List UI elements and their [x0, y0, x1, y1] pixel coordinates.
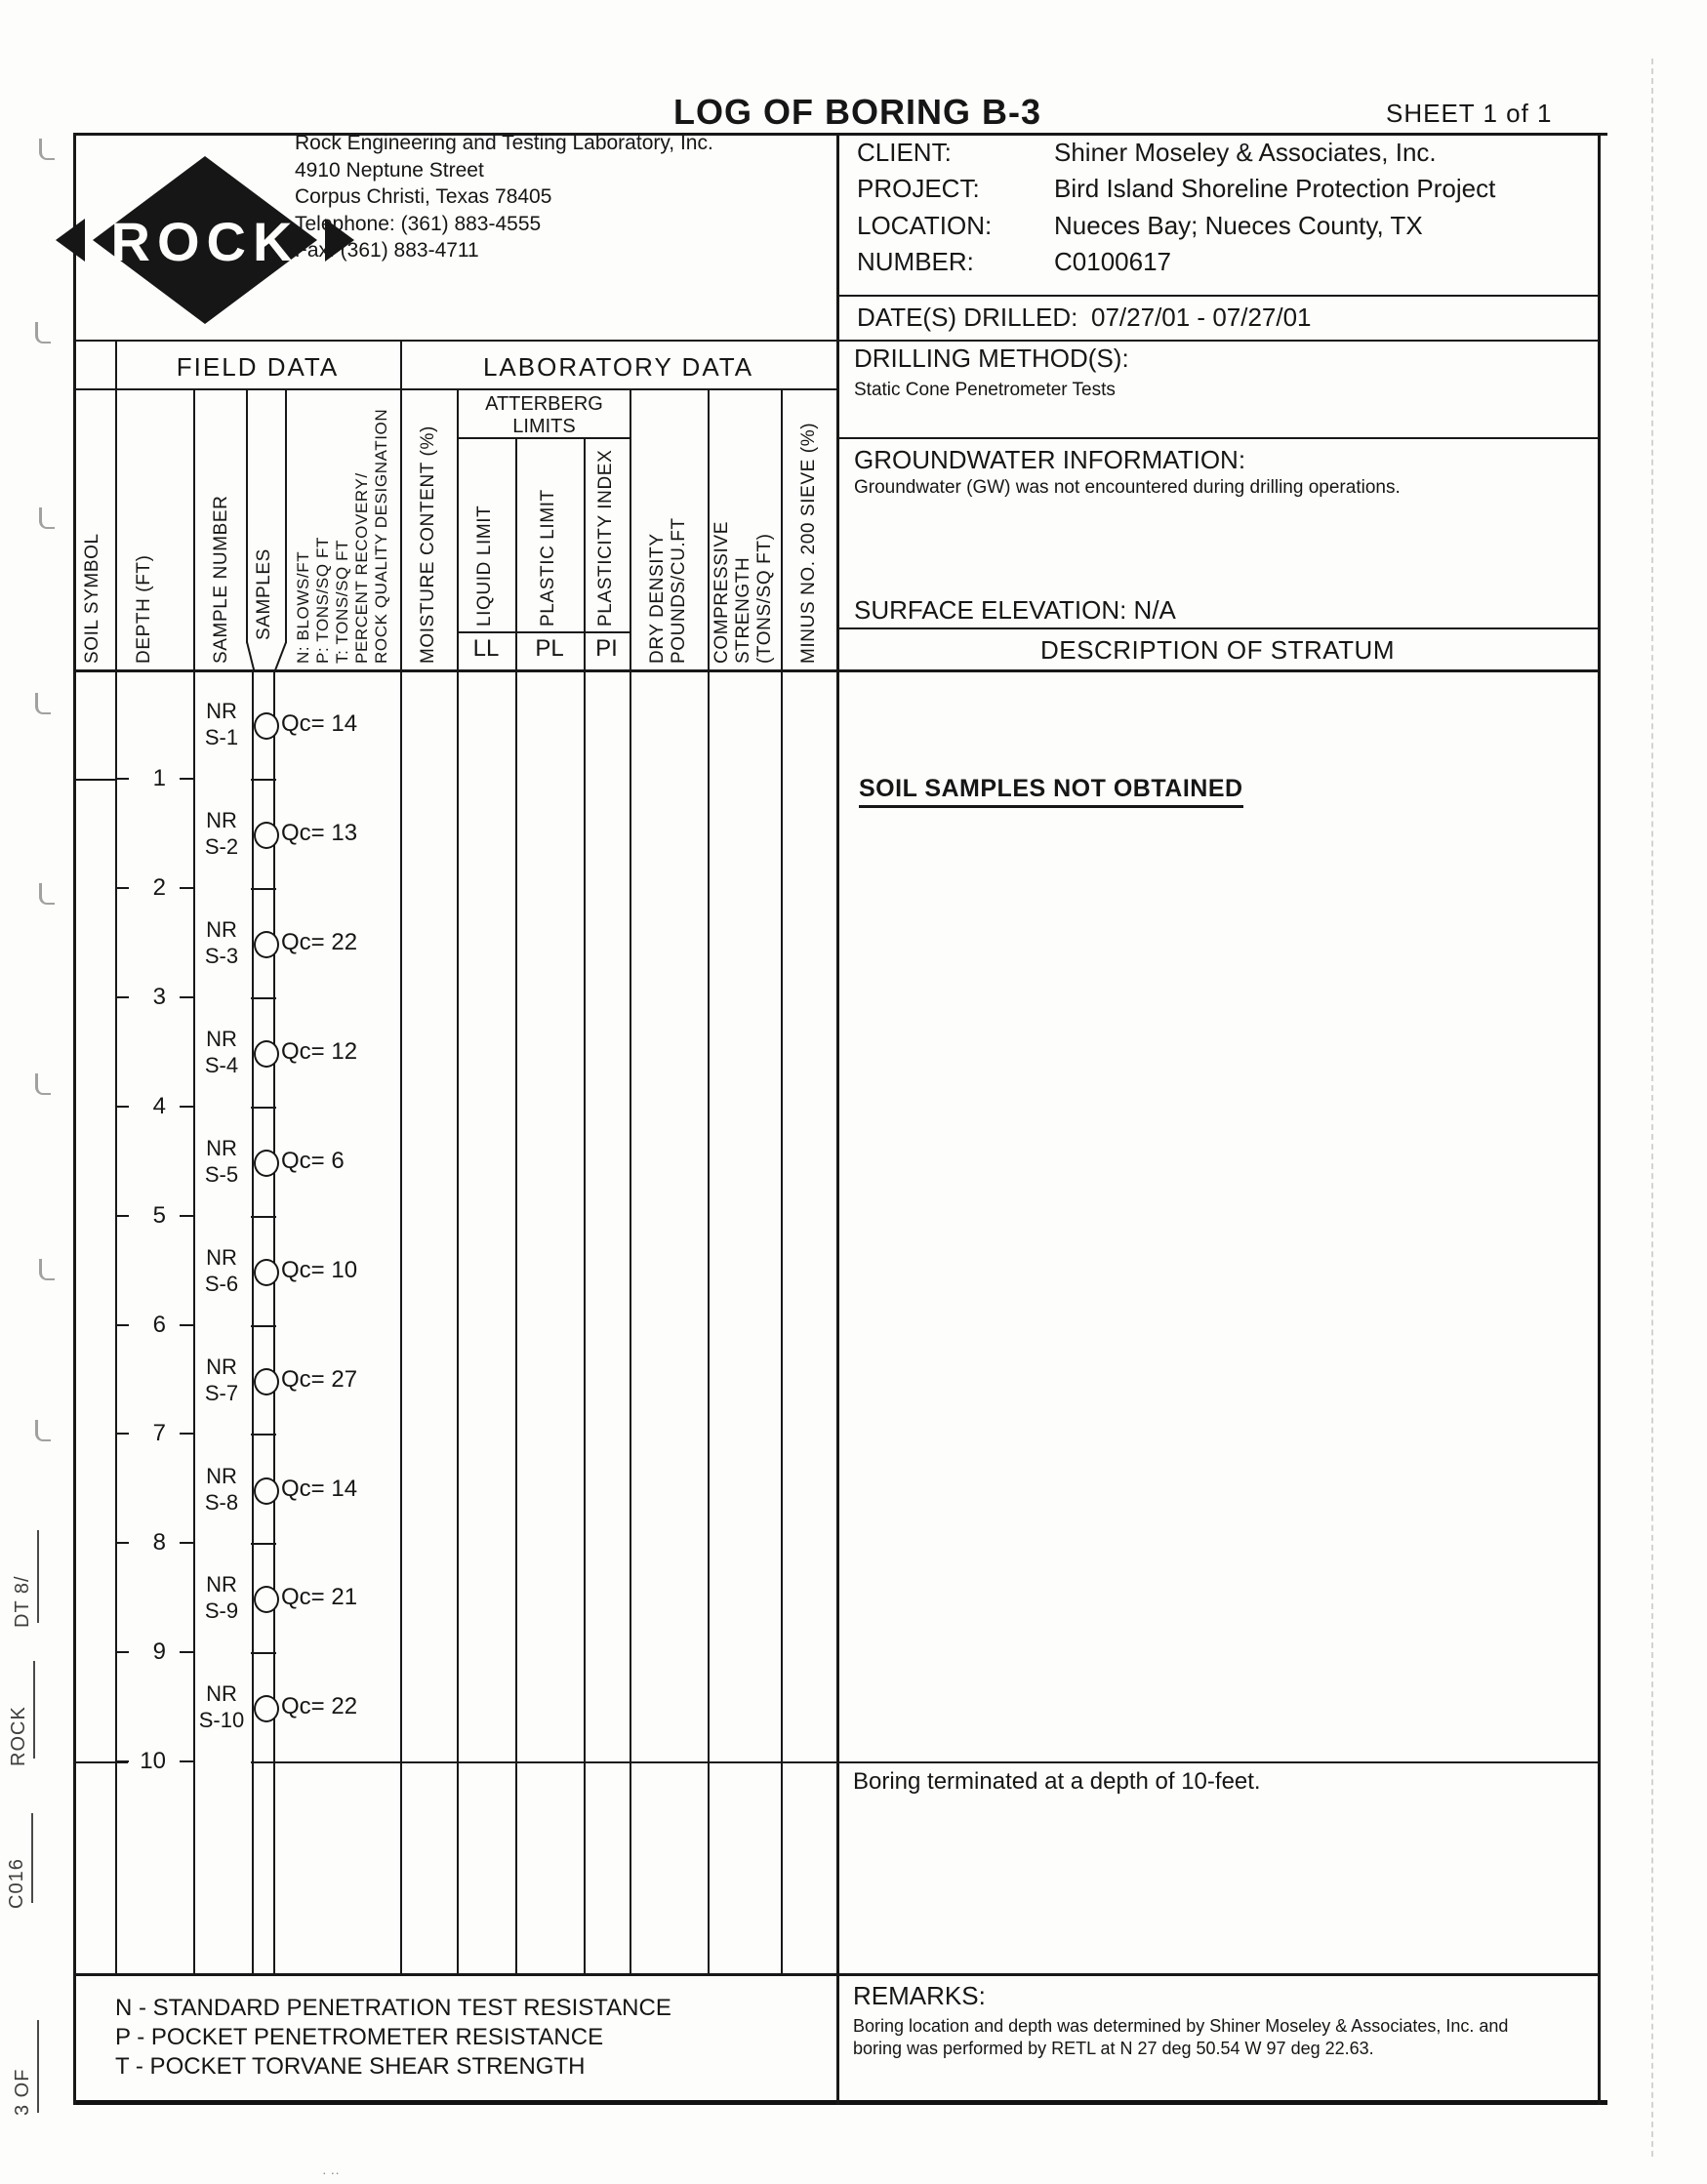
col-soil-symbol: SOIL SYMBOL [82, 533, 102, 664]
col-dry-density: DRY DENSITY POUNDS/CU.FT [647, 517, 689, 664]
sheet-number: SHEET 1 of 1 [1386, 99, 1553, 128]
sample-label: NR S-10 [198, 1681, 245, 1732]
scan-noise: · ·· [322, 2164, 340, 2180]
company-name: Rock Engineering and Testing Laboratory, Inc. [295, 132, 713, 154]
col-plastic-limit: PLASTIC LIMIT [538, 489, 558, 627]
sample-label: NR S-3 [204, 917, 239, 968]
client-label: CLIENT: [857, 138, 952, 167]
location-value: Nueces Bay; Nueces County, TX [1054, 211, 1423, 240]
sample-marker-icon [254, 822, 279, 849]
groundwater-value: Groundwater (GW) was not encountered during drilling operations. [854, 477, 1401, 498]
depth-label: 9 [152, 1638, 166, 1665]
margin-stamp-text: C016 [6, 1858, 27, 1909]
company-phone: Telephone: (361) 883-4555 [295, 212, 542, 235]
company-info [295, 130, 713, 264]
dates-drilled-value: 07/27/01 - 07/27/01 [1091, 303, 1312, 332]
legend-line: P - POCKET PENETROMETER RESISTANCE [115, 2024, 604, 2050]
depth-label: 4 [152, 1093, 166, 1119]
legend-line: N - STANDARD PENETRATION TEST RESISTANCE [115, 1995, 671, 2021]
dates-drilled-label: DATE(S) DRILLED: [857, 303, 1078, 332]
sample-marker-icon [254, 1477, 279, 1505]
col-ll: LL [472, 635, 500, 662]
description-of-stratum-header: DESCRIPTION OF STRATUM [1040, 635, 1395, 665]
number-value: C0100617 [1054, 247, 1171, 276]
sample-marker-icon [254, 1695, 279, 1722]
sample-marker-icon [254, 712, 279, 740]
sample-label: NR S-6 [204, 1245, 239, 1296]
field-data-header: FIELD DATA [176, 352, 340, 382]
col-blows-recovery: N: BLOWS/FT P: TONS/SQ FT T: TONS/SQ FT PERCENT RECOVERY/ ROCK QUALITY DESIGNATION [294, 408, 390, 664]
col-plasticity-index: PLASTICITY INDEX [595, 449, 616, 627]
cone-resistance-value: Qc= 12 [281, 1038, 358, 1065]
col-minus-200-sieve: MINUS NO. 200 SIEVE (%) [798, 422, 819, 664]
remarks-label: REMARKS: [853, 1981, 986, 2010]
client-value: Shiner Moseley & Associates, Inc. [1054, 138, 1437, 167]
col-moisture-content: MOISTURE CONTENT (%) [418, 425, 438, 664]
cone-resistance-value: Qc= 22 [281, 929, 358, 955]
cone-resistance-value: Qc= 14 [281, 710, 358, 737]
location-label: LOCATION: [857, 211, 993, 240]
cone-resistance-value: Qc= 10 [281, 1257, 358, 1283]
groundwater-label: GROUNDWATER INFORMATION: [854, 445, 1246, 474]
remarks-text-line2: boring was performed by RETL at N 27 deg 50.54 W 97 deg 22.63. [853, 2039, 1374, 2058]
logo-text: ROCK [110, 211, 300, 272]
cone-resistance-value: Qc= 6 [281, 1148, 345, 1174]
laboratory-data-header: LABORATORY DATA [482, 352, 754, 382]
depth-label: 2 [152, 874, 166, 901]
sample-label: NR S-7 [204, 1355, 239, 1405]
company-fax: Fax: (361) 883-4711 [295, 239, 479, 262]
margin-stamp-text: ROCK [8, 1706, 29, 1766]
sample-marker-icon [254, 1368, 279, 1395]
project-label: PROJECT: [857, 174, 980, 203]
sample-label: NR S-9 [204, 1572, 239, 1623]
cone-resistance-value: Qc= 14 [281, 1476, 358, 1502]
depth-label: 10 [140, 1748, 166, 1774]
col-sample-number: SAMPLE NUMBER [211, 495, 231, 664]
col-liquid-limit: LIQUID LIMIT [474, 505, 495, 627]
stratum-note: SOIL SAMPLES NOT OBTAINED [859, 775, 1243, 808]
col-compressive-strength: COMPRESSIVE STRENGTH (TONS/SQ FT) [711, 521, 775, 664]
drilling-method-value: Static Cone Penetrometer Tests [854, 380, 1116, 400]
sample-label: NR S-8 [204, 1464, 239, 1515]
col-depth: DEPTH (FT) [134, 554, 154, 664]
depth-label: 1 [152, 765, 166, 791]
company-address: 4910 Neptune Street [295, 158, 484, 182]
depth-label: 7 [152, 1420, 166, 1446]
margin-stamp-text: DT 8/ [12, 1575, 33, 1628]
sample-label: NR S-4 [204, 1027, 239, 1077]
sample-label: NR S-5 [204, 1136, 239, 1187]
legend-line: T - POCKET TORVANE SHEAR STRENGTH [115, 2053, 586, 2080]
margin-stamp-text: 3 OF [12, 2068, 33, 2116]
drilling-method-label: DRILLING METHOD(S): [854, 344, 1129, 373]
surface-elevation: SURFACE ELEVATION: N/A [854, 595, 1176, 625]
project-value: Bird Island Shoreline Protection Project [1054, 174, 1496, 203]
sample-marker-icon [254, 1040, 279, 1068]
sample-marker-icon [254, 931, 279, 958]
company-city: Corpus Christi, Texas 78405 [295, 185, 552, 208]
sample-marker-icon [254, 1150, 279, 1177]
cone-resistance-value: Qc= 27 [281, 1366, 358, 1393]
sample-label: NR S-2 [204, 808, 239, 859]
sample-label: NR S-1 [204, 699, 239, 749]
col-pl: PL [535, 635, 564, 662]
sample-marker-icon [254, 1586, 279, 1613]
depth-label: 8 [152, 1529, 166, 1556]
depth-label: 6 [152, 1312, 166, 1338]
number-label: NUMBER: [857, 247, 974, 276]
cone-resistance-value: Qc= 22 [281, 1693, 358, 1719]
depth-label: 5 [152, 1202, 166, 1229]
col-pi: PI [595, 635, 618, 662]
cone-resistance-value: Qc= 13 [281, 820, 358, 846]
logo-left-arrow-icon [56, 219, 85, 262]
page-title: LOG OF BORING B-3 [673, 92, 1041, 132]
cone-resistance-value: Qc= 21 [281, 1584, 358, 1610]
termination-note: Boring terminated at a depth of 10-feet. [853, 1768, 1261, 1795]
atterberg-limits-header: ATTERBERG LIMITS [485, 393, 603, 437]
depth-label: 3 [152, 984, 166, 1010]
remarks-text-line1: Boring location and depth was determined by Shiner Moseley & Associates, Inc. and [853, 2016, 1509, 2036]
col-samples: SAMPLES [254, 548, 274, 640]
sample-marker-icon [254, 1259, 279, 1286]
